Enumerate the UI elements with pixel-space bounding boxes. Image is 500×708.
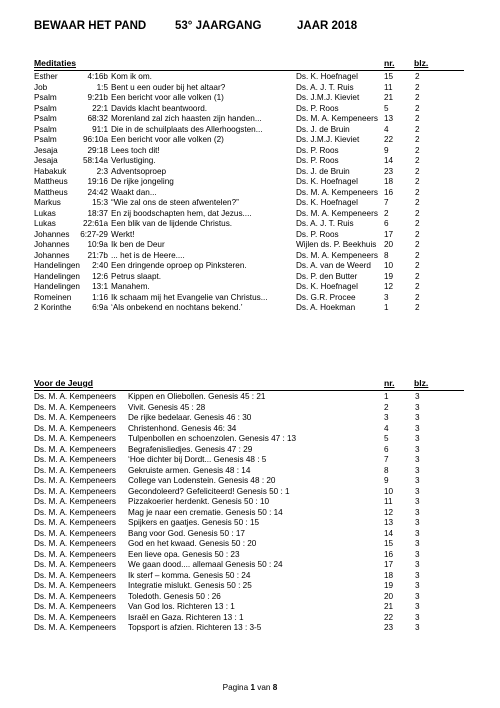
table-row (34, 571, 464, 582)
cell-nr: 16 (384, 187, 394, 197)
table-row (34, 413, 464, 424)
footer-total-pages: 8 (272, 683, 278, 692)
cell-title: ‘Als onbekend en nochtans bekend.’ (111, 303, 243, 312)
table-row (34, 613, 464, 624)
cell-author: Ds. M. A. Kempeneers (34, 392, 116, 401)
col-nr-header: nr. (384, 58, 395, 68)
table-row (34, 167, 464, 178)
table-row (34, 497, 464, 508)
cell-author: Ds. K. Hoefnagel (296, 198, 358, 207)
cell-title: Spijkers en gaatjes. Genesis 50 : 15 (128, 518, 260, 527)
cell-author: Ds. K. Hoefnagel (296, 177, 358, 186)
cell-blz: 2 (415, 93, 420, 102)
cell-author: Ds. M. A. Kempeneers (296, 208, 378, 218)
cell-blz: 2 (415, 135, 420, 144)
table-row (34, 135, 464, 146)
cell-author: Ds. G.R. Procee (296, 292, 356, 302)
cell-title: Petrus slaapt. (111, 271, 162, 281)
cell-blz: 3 (415, 539, 420, 548)
cell-blz: 2 (415, 72, 420, 81)
cell-blz: 3 (415, 581, 420, 590)
cell-reference: 10:9a (87, 240, 108, 249)
cell-nr: 19 (384, 581, 394, 590)
cell-blz: 3 (415, 528, 420, 538)
cell-title: Kom ik om. (111, 72, 152, 81)
table-row (34, 146, 464, 157)
cell-nr: 3 (384, 292, 389, 302)
cell-nr: 12 (384, 507, 394, 517)
cell-author: Ds. A. J. T. Ruis (296, 219, 354, 228)
cell-title: Morenland zal zich haasten zijn handen... (111, 114, 262, 123)
cell-author: Ds. M. A. Kempeneers (34, 560, 116, 569)
table-row (34, 560, 464, 571)
cell-reference: 6:9a (92, 303, 108, 312)
cell-title: Integratie mislukt. Genesis 50 : 25 (128, 581, 252, 590)
cell-book: Johannes (34, 250, 70, 260)
table-row (34, 125, 464, 136)
year-label: JAAR 2018 (297, 20, 358, 32)
cell-reference: 2:3 (96, 166, 108, 176)
meditaties-heading: Meditaties (34, 58, 77, 68)
cell-author: Ds. M. A. Kempeneers (34, 465, 116, 475)
cell-reference: 1:5 (96, 82, 108, 92)
cell-title: “Wie zal ons de steen afwentelen?” (111, 198, 239, 207)
cell-author: Wijlen ds. P. Beekhuis (296, 240, 377, 249)
cell-nr: 5 (384, 434, 389, 443)
table-row (34, 104, 464, 115)
cell-nr: 17 (384, 560, 394, 569)
table-row (34, 272, 464, 283)
cell-author: Ds. M. A. Kempeneers (34, 602, 116, 611)
table-row (34, 445, 464, 456)
cell-nr: 14 (384, 528, 394, 538)
cell-title: Bent u een ouder bij het altaar? (111, 82, 226, 92)
cell-title: Toledoth. Genesis 50 : 26 (128, 591, 221, 601)
cell-book: Lukas (34, 208, 56, 218)
cell-reference: 9:21b (87, 93, 108, 102)
cell-nr: 7 (384, 455, 389, 464)
cell-reference: 13:1 (92, 282, 108, 291)
cell-blz: 2 (415, 103, 420, 113)
jeugd-header (34, 378, 464, 391)
cell-nr: 22 (384, 612, 394, 622)
table-row (34, 198, 464, 209)
cell-reference: 19:16 (87, 177, 108, 186)
cell-title: De rijke bedelaar. Genesis 46 : 30 (128, 413, 252, 422)
cell-author: Ds. M. A. Kempeneers (34, 549, 116, 559)
cell-blz: 2 (415, 240, 420, 249)
cell-title: Gecondoleerd? Gefeliciteerd! Genesis 50 : 1 (128, 486, 290, 496)
cell-title: Een bericht voor alle volken (2) (111, 135, 224, 144)
cell-title: Een lieve opa. Genesis 50 : 23 (128, 549, 240, 559)
cell-title: Ik sterf – komma. Genesis 50 : 24 (128, 570, 251, 580)
meditaties-header (34, 58, 464, 71)
cell-blz: 2 (415, 198, 420, 207)
table-row (34, 251, 464, 262)
cell-title: Van God los. Richteren 13 : 1 (128, 602, 235, 611)
cell-author: Ds. M. A. Kempeneers (34, 570, 116, 580)
table-row (34, 434, 464, 445)
table-row (34, 230, 464, 241)
cell-book: Handelingen (34, 261, 80, 270)
cell-blz: 3 (415, 497, 420, 506)
table-row (34, 623, 464, 634)
cell-nr: 11 (384, 497, 393, 506)
table-row (34, 550, 464, 561)
cell-nr: 18 (384, 177, 394, 186)
table-row (34, 476, 464, 487)
cell-book: Psalm (34, 93, 57, 102)
cell-book: Jesaja (34, 156, 58, 165)
cell-book: Job (34, 82, 48, 92)
cell-blz: 2 (415, 156, 420, 165)
cell-nr: 9 (384, 145, 389, 155)
cell-title: De rijke jongeling (111, 177, 174, 186)
table-row (34, 303, 464, 314)
cell-author: Ds. M. A. Kempeneers (34, 486, 116, 496)
cell-author: Ds. J. de Bruin (296, 124, 350, 134)
cell-title: Christenhond. Genesis 46: 34 (128, 423, 237, 433)
cell-title: Een dringende oproep op Pinksteren. (111, 261, 247, 270)
cell-book: Jesaja (34, 145, 58, 155)
cell-blz: 3 (415, 423, 420, 433)
cell-title: Verlustiging. (111, 156, 156, 165)
cell-book: Habakuk (34, 166, 67, 176)
cell-blz: 3 (415, 507, 420, 517)
cell-nr: 13 (384, 518, 394, 527)
cell-author: Ds. P. Roos (296, 156, 339, 165)
page-header (34, 20, 474, 36)
cell-blz: 2 (415, 124, 420, 134)
cell-book: Psalm (34, 124, 57, 134)
cell-author: Ds. K. Hoefnagel (296, 282, 358, 291)
cell-book: Johannes (34, 240, 70, 249)
cell-title: Bang voor God. Genesis 50 : 17 (128, 528, 245, 538)
cell-blz: 3 (415, 402, 420, 412)
cell-author: Ds. J.M.J. Kieviet (296, 93, 360, 102)
cell-title: College van Lodenstein. Genesis 48 : 20 (128, 476, 276, 485)
table-row (34, 602, 464, 613)
table-row (34, 188, 464, 199)
table-row (34, 455, 464, 466)
cell-title: Pizzakoerier herdenkt. Genesis 50 : 10 (128, 497, 270, 506)
cell-book: Romeinen (34, 292, 72, 302)
cell-author: Ds. P. Roos (296, 229, 339, 239)
cell-book: Psalm (34, 103, 57, 113)
cell-author: Ds. M. A. Kempeneers (34, 402, 116, 412)
cell-book: Handelingen (34, 282, 80, 291)
cell-title: Een blik van de lijdende Christus. (111, 219, 233, 228)
cell-book: Mattheus (34, 187, 68, 197)
cell-title: Topsport is afzien. Richteren 13 : 3-5 (128, 623, 262, 632)
table-row (34, 93, 464, 104)
cell-nr: 4 (384, 124, 389, 134)
cell-reference: 96:10a (82, 135, 108, 144)
table-row (34, 592, 464, 603)
cell-nr: 2 (384, 402, 389, 412)
cell-blz: 3 (415, 476, 420, 485)
cell-nr: 19 (384, 271, 394, 281)
cell-nr: 5 (384, 103, 389, 113)
page-title: BEWAAR HET PAND (34, 20, 147, 32)
cell-nr: 21 (384, 93, 394, 102)
cell-blz: 3 (415, 486, 420, 496)
cell-title: Een bericht voor alle volken (1) (111, 93, 224, 102)
cell-reference: 12:6 (92, 271, 108, 281)
cell-book: Markus (34, 198, 61, 207)
cell-blz: 3 (415, 465, 420, 475)
cell-blz: 3 (415, 591, 420, 601)
cell-reference: 22:1 (92, 103, 108, 113)
table-row (34, 403, 464, 414)
table-row (34, 240, 464, 251)
cell-title: Gekruiste armen. Genesis 48 : 14 (128, 465, 251, 475)
cell-title: ‘Hoe dichter bij Dordt... Genesis 48 : 5 (128, 455, 267, 464)
cell-blz: 3 (415, 570, 420, 580)
cell-author: Ds. M. A. Kempeneers (296, 114, 378, 123)
cell-nr: 17 (384, 229, 394, 239)
table-row (34, 293, 464, 304)
cell-reference: 1:16 (92, 292, 108, 302)
cell-nr: 15 (384, 72, 394, 81)
cell-blz: 2 (415, 208, 420, 218)
cell-title: Waakt dan... (111, 187, 157, 197)
page-footer (0, 683, 500, 692)
cell-book: Psalm (34, 135, 57, 144)
table-row (34, 539, 464, 550)
cell-author: Ds. M. A. Kempeneers (34, 623, 116, 632)
cell-title: Manahem. (111, 282, 150, 291)
cell-author: Ds. M. A. Kempeneers (34, 476, 116, 485)
cell-reference: 4:16b (87, 72, 108, 81)
cell-reference: 58:14a (82, 156, 108, 165)
jeugd-section (34, 378, 464, 634)
cell-blz: 2 (415, 292, 420, 302)
cell-reference: 24:42 (87, 187, 108, 197)
table-row (34, 261, 464, 272)
cell-author: Ds. P. Roos (296, 145, 339, 155)
cell-reference: 22:61a (82, 219, 108, 228)
cell-title: Ik ben de Deur (111, 240, 165, 249)
cell-title: Mag je naar een crematie. Genesis 50 : 14 (128, 507, 283, 517)
cell-blz: 3 (415, 455, 420, 464)
meditaties-section (34, 58, 464, 314)
cell-blz: 2 (415, 82, 420, 92)
cell-title: We gaan dood.... allemaal Genesis 50 : 24 (128, 560, 283, 569)
table-row (34, 177, 464, 188)
col-blz-header: blz. (414, 58, 429, 68)
cell-author: Ds. M. A. Kempeneers (34, 444, 116, 454)
cell-reference: 15:3 (92, 198, 108, 207)
cell-nr: 9 (384, 476, 389, 485)
table-row (34, 487, 464, 498)
footer-middle: van (257, 683, 271, 692)
cell-title: Die in de schuilplaats des Allerhoogsten... (111, 124, 263, 134)
cell-book: Psalm (34, 114, 57, 123)
cell-author: Ds. J.M.J. Kieviet (296, 135, 360, 144)
cell-author: Ds. K. Hoefnagel (296, 72, 358, 81)
cell-author: Ds. M. A. Kempeneers (34, 507, 116, 517)
table-row (34, 209, 464, 220)
cell-blz: 3 (415, 434, 420, 443)
table-row (34, 424, 464, 435)
cell-nr: 1 (384, 303, 389, 312)
cell-nr: 7 (384, 198, 389, 207)
cell-title: Kippen en Oliebollen. Genesis 45 : 21 (128, 392, 266, 401)
cell-blz: 2 (415, 271, 420, 281)
cell-title: Israël en Gaza. Richteren 13 : 1 (128, 612, 244, 622)
cell-nr: 8 (384, 465, 389, 475)
cell-reference: 29:18 (87, 145, 108, 155)
cell-blz: 2 (415, 219, 420, 228)
cell-nr: 23 (384, 166, 394, 176)
cell-reference: 68:32 (87, 114, 108, 123)
table-row (34, 508, 464, 519)
cell-nr: 13 (384, 114, 394, 123)
cell-author: Ds. A. J. T. Ruis (296, 82, 354, 92)
table-row (34, 466, 464, 477)
cell-nr: 14 (384, 156, 394, 165)
cell-blz: 2 (415, 187, 420, 197)
cell-nr: 4 (384, 423, 389, 433)
cell-author: Ds. M. A. Kempeneers (34, 423, 116, 433)
cell-book: Esther (34, 72, 58, 81)
cell-author: Ds. M. A. Kempeneers (34, 539, 116, 548)
cell-blz: 3 (415, 518, 420, 527)
cell-title: Ik schaam mij het Evangelie van Christus... (111, 292, 268, 302)
cell-blz: 2 (415, 166, 420, 176)
cell-author: Ds. M. A. Kempeneers (34, 581, 116, 590)
cell-nr: 21 (384, 602, 394, 611)
cell-nr: 18 (384, 570, 394, 580)
cell-reference: 6:27-29 (80, 229, 108, 239)
cell-author: Ds. P. Roos (296, 103, 339, 113)
table-row (34, 392, 464, 403)
cell-blz: 3 (415, 602, 420, 611)
cell-title: Adventsoproep (111, 166, 167, 176)
cell-blz: 3 (415, 623, 420, 632)
cell-blz: 2 (415, 303, 420, 312)
cell-nr: 20 (384, 591, 394, 601)
col-nr-header: nr. (384, 378, 395, 388)
cell-author: Ds. M. A. Kempeneers (34, 528, 116, 538)
cell-title: Begrafenisliedjes. Genesis 47 : 29 (128, 444, 253, 454)
cell-author: Ds. M. A. Kempeneers (34, 455, 116, 464)
cell-blz: 2 (415, 261, 420, 270)
cell-author: Ds. P. den Butter (296, 271, 358, 281)
cell-author: Ds. M. A. Kempeneers (34, 434, 116, 443)
table-row (34, 156, 464, 167)
cell-blz: 3 (415, 549, 420, 559)
cell-author: Ds. J. de Bruin (296, 166, 350, 176)
table-row (34, 581, 464, 592)
cell-nr: 20 (384, 240, 394, 249)
cell-nr: 12 (384, 282, 394, 291)
cell-author: Ds. M. A. Kempeneers (296, 250, 378, 260)
cell-nr: 16 (384, 549, 394, 559)
cell-reference: 2:40 (92, 261, 108, 270)
table-row (34, 72, 464, 83)
cell-nr: 11 (384, 82, 393, 92)
cell-blz: 2 (415, 250, 420, 260)
cell-nr: 23 (384, 623, 394, 632)
cell-nr: 3 (384, 413, 389, 422)
cell-author: Ds. M. A. Kempeneers (34, 518, 116, 527)
cell-reference: 21:7b (87, 250, 108, 260)
cell-blz: 3 (415, 413, 420, 422)
volume-label: 53° JAARGANG (175, 20, 262, 32)
cell-book: 2 Korinthe (34, 303, 72, 312)
footer-page-number: 1 (250, 683, 255, 692)
cell-author: Ds. M. A. Kempeneers (34, 497, 116, 506)
cell-title: God en het kwaad. Genesis 50 : 20 (128, 539, 257, 548)
cell-book: Lukas (34, 219, 56, 228)
table-row (34, 219, 464, 230)
cell-blz: 2 (415, 177, 420, 186)
cell-title: Davids klacht beantwoord. (111, 103, 208, 113)
col-blz-header: blz. (414, 378, 429, 388)
cell-book: Handelingen (34, 271, 80, 281)
cell-reference: 91:1 (92, 124, 108, 134)
cell-reference: 18:37 (87, 208, 108, 218)
cell-blz: 3 (415, 392, 420, 401)
cell-author: Ds. A. van de Weerd (296, 261, 371, 270)
cell-blz: 3 (415, 612, 420, 622)
cell-author: Ds. M. A. Kempeneers (34, 413, 116, 422)
table-row (34, 282, 464, 293)
table-row (34, 529, 464, 540)
cell-title: Tulpenbollen en schoenzolen. Genesis 47 : 13 (128, 434, 297, 443)
cell-blz: 2 (415, 114, 420, 123)
cell-title: Werkt! (111, 229, 135, 239)
cell-nr: 1 (384, 392, 389, 401)
cell-blz: 2 (415, 145, 420, 155)
jeugd-heading: Voor de Jeugd (34, 378, 94, 388)
table-row (34, 518, 464, 529)
cell-nr: 10 (384, 261, 394, 270)
cell-blz: 2 (415, 229, 420, 239)
cell-nr: 6 (384, 219, 389, 228)
cell-nr: 2 (384, 208, 389, 218)
cell-book: Johannes (34, 229, 70, 239)
cell-book: Mattheus (34, 177, 68, 186)
cell-nr: 15 (384, 539, 394, 548)
cell-title: Vivit. Genesis 45 : 28 (128, 402, 206, 412)
cell-nr: 22 (384, 135, 394, 144)
cell-author: Ds. M. A. Kempeneers (34, 612, 116, 622)
table-row (34, 114, 464, 125)
cell-author: Ds. M. A. Kempeneers (296, 187, 378, 197)
cell-title: ... het is de Heere.... (111, 250, 185, 260)
cell-title: En zij boodschapten hem, dat Jezus.... (111, 208, 252, 218)
cell-title: Lees toch dit! (111, 145, 160, 155)
cell-nr: 6 (384, 444, 389, 454)
cell-blz: 3 (415, 560, 420, 569)
cell-nr: 8 (384, 250, 389, 260)
cell-blz: 2 (415, 282, 420, 291)
table-row (34, 83, 464, 94)
cell-nr: 10 (384, 486, 394, 496)
cell-author: Ds. M. A. Kempeneers (34, 591, 116, 601)
footer-prefix: Pagina (222, 683, 249, 692)
cell-blz: 3 (415, 444, 420, 454)
cell-author: Ds. A. Hoekman (296, 303, 356, 312)
